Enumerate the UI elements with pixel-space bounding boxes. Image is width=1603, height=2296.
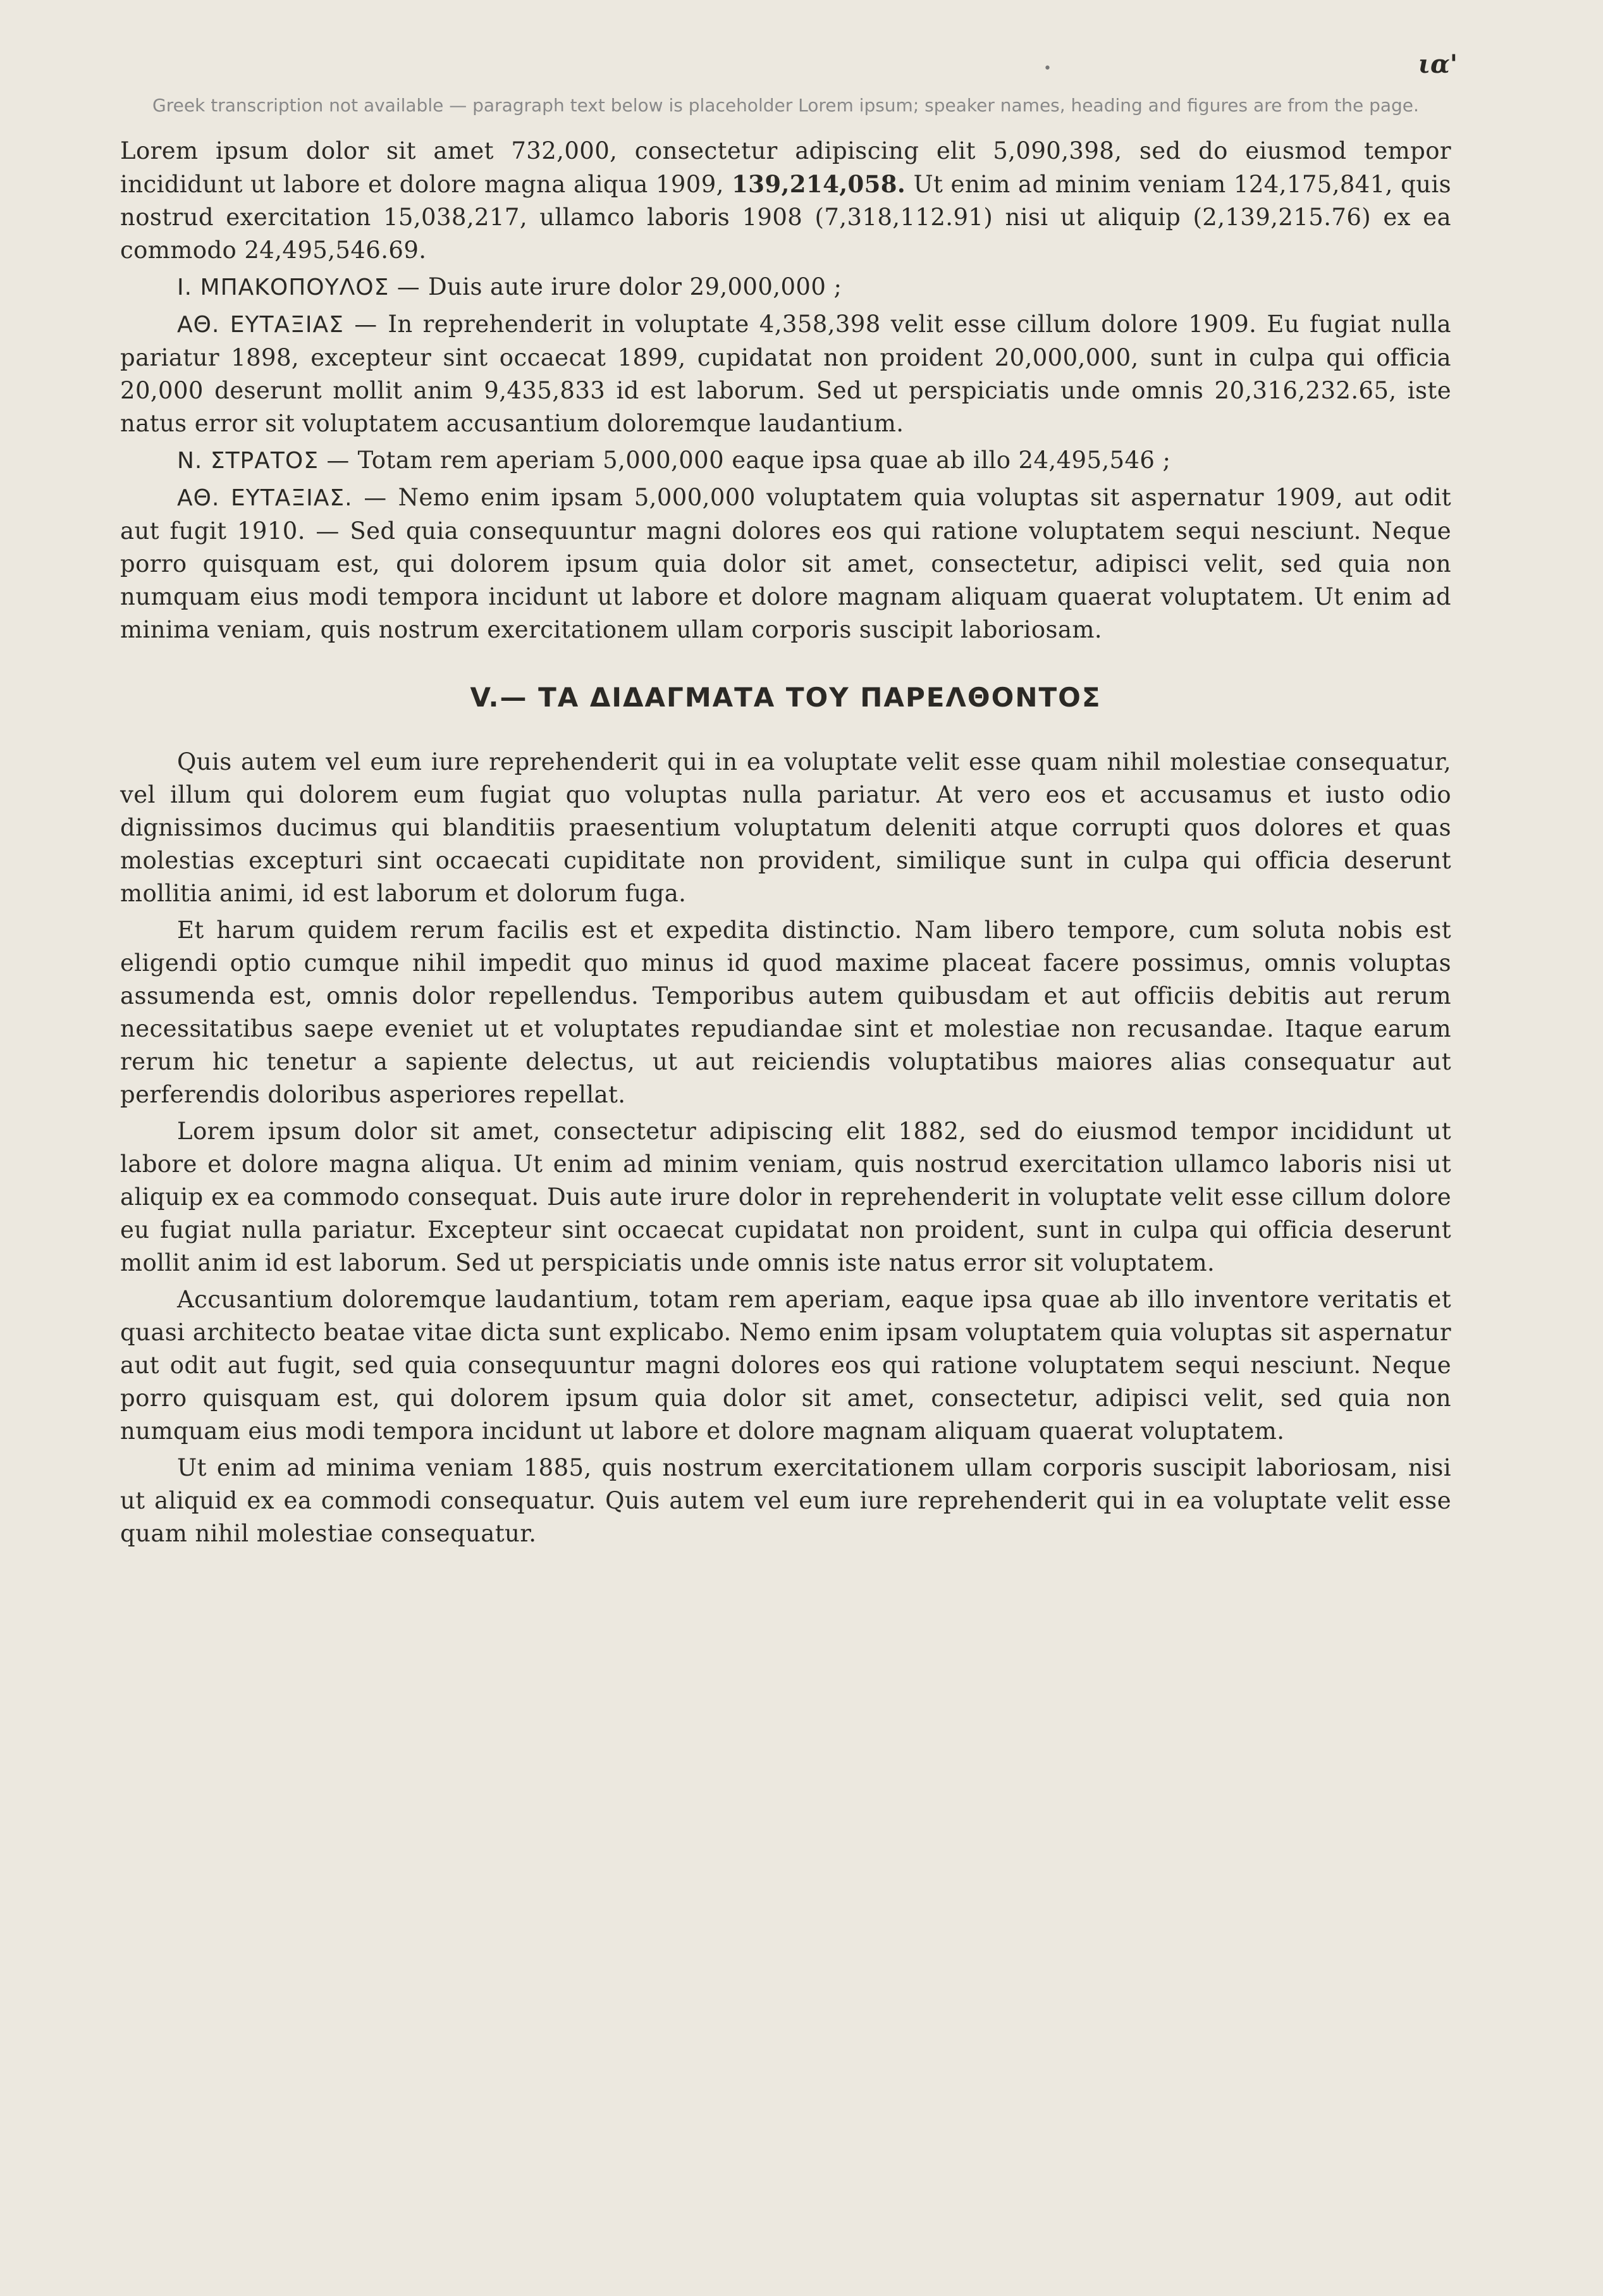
transcription-note: Greek transcription not available — paragraph text below is placeholder Lorem ipsum; speaker names, heading and figures are from the page. <box>152 95 1419 116</box>
paragraph-3 <box>120 308 1451 440</box>
section-paragraph: Et harum quidem rerum facilis est et expedita distinctio. Nam libero tempore, cum soluta nobis est eligendi optio cumque nihil impedit quo minus id quod maxime placeat facere possimus, omnis voluptas assumenda est, omnis dolor repellendus. Temporibus autem quibusdam et aut officiis debitis aut rerum necessitatibus saepe eveniet ut et voluptates repudiandae sint et molestiae non recusandae. Itaque earum rerum hic tenetur a sapiente delectus, ut aut reiciendis voluptatibus maiores alias consequatur aut perferendis doloribus asperiores repellat. <box>120 917 1451 1108</box>
section-paragraph: Lorem ipsum dolor sit amet, consectetur adipiscing elit 1882, sed do eiusmod tempor incididunt ut labore et dolore magna aliqua. Ut enim ad minim veniam, quis nostrud exercitation ullamco laboris nisi ut aliquip ex ea commodo consequat. Duis aute irure dolor in reprehenderit in voluptate velit esse cillum dolore eu fugiat nulla pariatur. Excepteur sint occaecat cupidatat non proident, sunt in culpa qui officia deserunt mollit anim id est laborum. Sed ut perspiciatis unde omnis iste natus error sit voluptatem. <box>120 1118 1451 1276</box>
section-paragraph: Quis autem vel eum iure reprehenderit qui in ea voluptate velit esse quam nihil molestiae consequatur, vel illum qui dolorem eum fugiat quo voluptas nulla pariatur. At vero eos et accusamus et iusto odio dignissimos ducimus qui blanditiis praesentium voluptatum deleniti atque corrupti quos dolores et quas molestias excepturi sint occaecati cupiditate non provident, similique sunt in culpa qui officia deserunt mollitia animi, id est laborum et dolorum fuga. <box>120 748 1451 907</box>
paragraph-2-text: Duis aute irure dolor 29,000,000 ; <box>427 273 842 300</box>
paragraph-5 <box>120 481 1451 646</box>
paragraph-3-text: In reprehenderit in voluptate 4,358,398 velit esse cillum dolore 1909. Eu fugiat nulla pariatur 1898, excepteur sint occaecat 1899, cupidatat non proident 20,000,000, sunt in culpa qui officia 20,000 deserunt mollit anim 9,435,833 id est laborum. Sed ut perspiciatis unde omnis 20,316,232.65, iste natus error sit voluptatem accusantium doloremque laudantium. <box>120 311 1451 437</box>
printer-mark: • <box>1043 61 1052 77</box>
paragraph-1-text: Lorem ipsum dolor sit amet 732,000, consectetur adipiscing elit 5,090,398, sed do eiusmod tempor incididunt ut labore et dolore magna aliqua 1909, <box>120 137 1451 198</box>
section-paragraph: Ut enim ad minima veniam 1885, quis nostrum exercitationem ullam corporis suscipit laboriosam, nisi ut aliquid ex ea commodi consequatur. Quis autem vel eum iure reprehenderit qui in ea voluptate velit esse quam nihil molestiae consequatur. <box>120 1454 1451 1547</box>
section-paragraph: Accusantium doloremque laudantium, totam rem aperiam, eaque ipsa quae ab illo inventore veritatis et quasi architecto beatae vitae dicta sunt explicabo. Nemo enim ipsam voluptatem quia voluptas sit aspernatur aut odit aut fugit, sed quia consequuntur magni dolores eos qui ratione voluptatem sequi nesciunt. Neque porro quisquam est, qui dolorem ipsum quia dolor sit amet, consectetur, adipisci velit, sed quia non numquam eius modi tempora incidunt ut labore et dolore magnam aliquam quaerat voluptatem. <box>120 1286 1451 1445</box>
speaker-name: Ν. ΣΤΡΑΤΟΣ — <box>177 448 350 474</box>
paragraph-1 <box>120 135 1451 267</box>
paragraph-5-text: Nemo enim ipsam 5,000,000 voluptatem quia voluptas sit aspernatur 1909, aut odit aut fugit 1910. — Sed quia consequuntur magni dolores eos qui ratione voluptatem sequi nesciunt. Neque porro quisquam est, qui dolorem ipsum quia dolor sit amet, consectetur, adipisci velit, sed quia non numquam eius modi tempora incidunt ut labore et dolore magnam aliquam quaerat voluptatem. Ut enim ad minima veniam, quis nostrum exercitationem ullam corporis suscipit laboriosam. <box>120 484 1451 643</box>
body-text <box>120 135 1451 1550</box>
speaker-name: Ι. ΜΠΑΚΟΠΟΥΛΟΣ — <box>177 275 421 300</box>
paragraph-1-tail: Ut enim ad minim veniam 124,175,841, quis nostrud exercitation 15,038,217, ullamco laboris 1908 (7,318,112.91) nisi ut aliquip (2,139,215.76) ex ea commodo 24,495,546.69. <box>120 171 1451 264</box>
paragraph-4-text: Totam rem aperiam 5,000,000 eaque ipsa quae ab illo 24,495,546 ; <box>357 447 1171 474</box>
page-number: ια' <box>1418 49 1458 79</box>
paragraph-1-figure: 139,214,058. <box>732 170 906 198</box>
section-heading: V.— ΤΑ ΔΙΔΑΓΜΑΤΑ ΤΟΥ ΠΑΡΕΛΘΟΝΤΟΣ <box>470 682 1102 713</box>
paragraph-4 <box>120 444 1451 478</box>
speaker-name: ΑΘ. ΕΥΤΑΞΙΑΣ. — <box>177 485 388 511</box>
paragraph-2 <box>120 271 1451 304</box>
speaker-name: ΑΘ. ΕΥΤΑΞΙΑΣ — <box>177 312 378 338</box>
